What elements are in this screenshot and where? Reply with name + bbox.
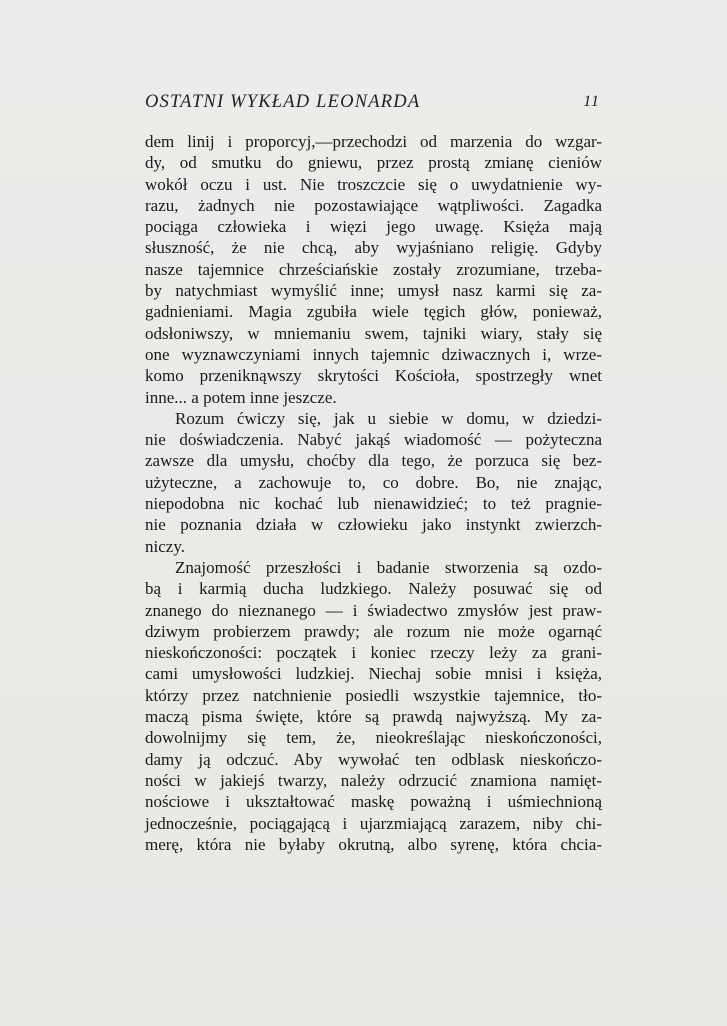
text-line: wokół oczu i ust. Nie troszczcie się o uwydatnienie wy- [145,174,602,194]
running-head [145,92,600,116]
body-text [145,131,602,855]
text-line: nasze tajemnice chrześciańskie zostały zrozumiane, trzeba- [145,259,602,279]
text-line: ności w jakiejś twarzy, należy odrzucić znamiona namięt- [145,770,602,790]
text-line: nieskończoności: początek i koniec rzeczy leży za grani- [145,643,602,663]
text-line: inne... a potem inne jeszcze. [145,387,337,407]
text-line: użyteczne, a zachowuje to, co dobre. Bo, nie znając, [145,472,602,492]
text-line: nościowe i ukształtować maskę poważną i uśmiechnioną [145,792,602,812]
text-line: komo przeniknąwszy skrytości Kościoła, spostrzegły wnet [145,366,602,386]
text-line: znanego do nieznanego — i świadectwo zmysłów jest praw- [145,600,602,620]
text-line: słuszność, że nie chcą, aby wyjaśniano religię. Gdyby [145,238,602,258]
text-line: nie poznania działa w człowieku jako instynkt zwierzch- [145,515,602,535]
text-line: bą i karmią ducha ludzkiego. Należy posuwać się od [145,579,602,599]
text-line: niepodobna nic kochać lub nienawidzieć; to też pragnie- [145,494,602,514]
text-line: zawsze dla umysłu, choćby dla tego, że porzuca się bez- [145,451,602,471]
paragraph-first-line: Znajomość przeszłości i badanie stworzenia są ozdo- [175,557,602,577]
text-line: cami umysłowości ludzkiej. Niechaj sobie mnisi i księża, [145,664,602,684]
text-line: merę, która nie byłaby okrutną, albo syrenę, która chcia- [145,834,602,854]
text-line: by natychmiast wymyślić inne; umysł nasz karmi się za- [145,281,602,301]
text-line: niczy. [145,536,185,556]
text-line: dem linij i proporcyj,—przechodzi od marzenia do wzgar- [145,132,602,151]
page-number: 11 [583,93,600,110]
text-line: damy ją odczuć. Aby wywołać ten odblask nieskończo- [145,749,602,769]
text-line: odsłoniwszy, w mniemaniu swem, tajniki wiary, stały się [145,323,602,343]
text-line: maczą pisma święte, które są prawdą najwyższą. My za- [145,707,602,727]
text-line: gadnieniami. Magia zgubiła wiele tęgich głów, ponieważ, [145,302,602,322]
text-line: pociąga człowieka i więzi jego uwagę. Księża mają [145,217,602,237]
text-line: dowolnijmy się tem, że, nieokreślając nieskończoności, [145,728,602,748]
text-line: nie doświadczenia. Nabyć jakąś wiadomość — pożyteczna [145,430,602,450]
text-line: dziwym probierzem prawdy; ale rozum nie może ogarnąć [145,621,602,641]
text-line: dy, od smutku do gniewu, przez prostą zmianę cieniów [145,153,602,173]
text-line: razu, żadnych nie pozostawiające wątpliwości. Zagadka [145,195,602,215]
running-title: OSTATNI WYKŁAD LEONARDA [145,92,421,112]
paragraph-first-line: Rozum ćwiczy się, jak u siebie w domu, w dziedzi- [175,408,602,428]
text-line: one wyznawczyniami innych tajemnic dziwacznych i, wrze- [145,344,602,364]
text-line: którzy przez natchnienie posiedli wszystkie tajemnice, tło- [145,685,602,705]
text-line: jednocześnie, pociągającą i ujarzmiającą zarazem, niby chi- [145,813,602,833]
